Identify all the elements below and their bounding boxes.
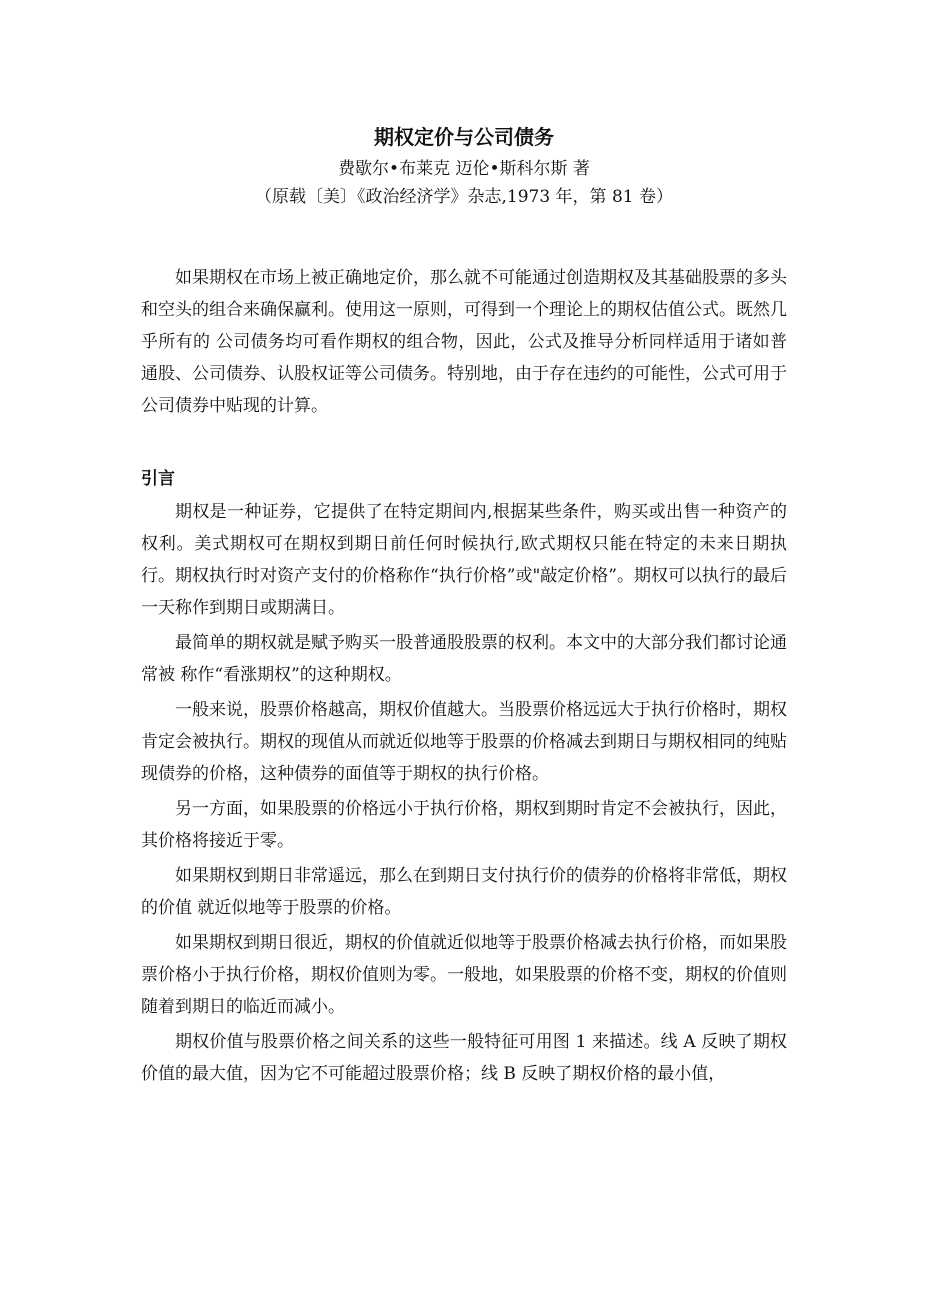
body-paragraph-7: 期权价值与股票价格之间关系的这些一般特征可用图 1 来描述。线 A 反映了期权价值的最大值，因为它不可能超过股票价格；线 B 反映了期权价格的最小值， [141,1032,787,1084]
article-source: （原载〔美〕《政治经济学》杂志,1973 年，第 81 卷） [254,187,673,207]
abstract-paragraph: 如果期权在市场上被正确地定价，那么就不可能通过创造期权及其基础股票的多头和空头的组合来确保赢利。使用这一原则，可得到一个理论上的期权估值公式。既然几乎所有的 公司债务均可看作期权的组合物，因此，公式及推导分析同样适用于诸如普通股、公司债券、认股权证等公司债务。特别地，由于存在违约的可能性，公式可用于公司债券中贴现的计算。 [141,268,787,416]
body-paragraph-6: 如果期权到期日很近，期权的价值就近似地等于股票价格减去执行价格，而如果股票价格小于执行价格，期权价值则为零。一般地，如果股票的价格不变，期权的价值则随着到期日的临近而减小。 [141,933,787,1017]
article-authors: 费歇尔•布莱克 迈伦•斯科尔斯 著 [338,159,590,179]
article-title: 期权定价与公司债务 [374,125,554,149]
body-paragraph-4: 另一方面，如果股票的价格远小于执行价格，期权到期时肯定不会被执行，因此，其价格将接近于零。 [141,799,787,851]
body-paragraph-3: 一般来说，股票价格越高，期权价值越大。当股票价格远远大于执行价格时，期权肯定会被执行。期权的现值从而就近似地等于股票的价格减去到期日与期权相同的纯贴现债券的价格，这种债券的面值等于期权的执行价格。 [141,700,787,784]
body-paragraph-1: 期权是一种证券，它提供了在特定期间内,根据某些条件，购买或出售一种资产的权利。美式期权可在期权到期日前任何时候执行,欧式期权只能在特定的未来日期执行。期权执行时对资产支付的价格称作“执行价格”或"敲定价格”。期权可以执行的最后一天称作到期日或期满日。 [141,502,787,618]
body-paragraph-2: 最简单的期权就是赋予购买一股普通股股票的权利。本文中的大部分我们都讨论通常被 称作“看涨期权”的这种期权。 [141,633,787,685]
body-paragraph-5: 如果期权到期日非常遥远，那么在到期日支付执行价的债券的价格将非常低，期权的价值 就近似地等于股票的价格。 [141,866,787,918]
section-introduction [141,465,787,1093]
abstract [141,262,787,422]
section-heading: 引言 [141,469,175,489]
document-page [141,0,787,1309]
